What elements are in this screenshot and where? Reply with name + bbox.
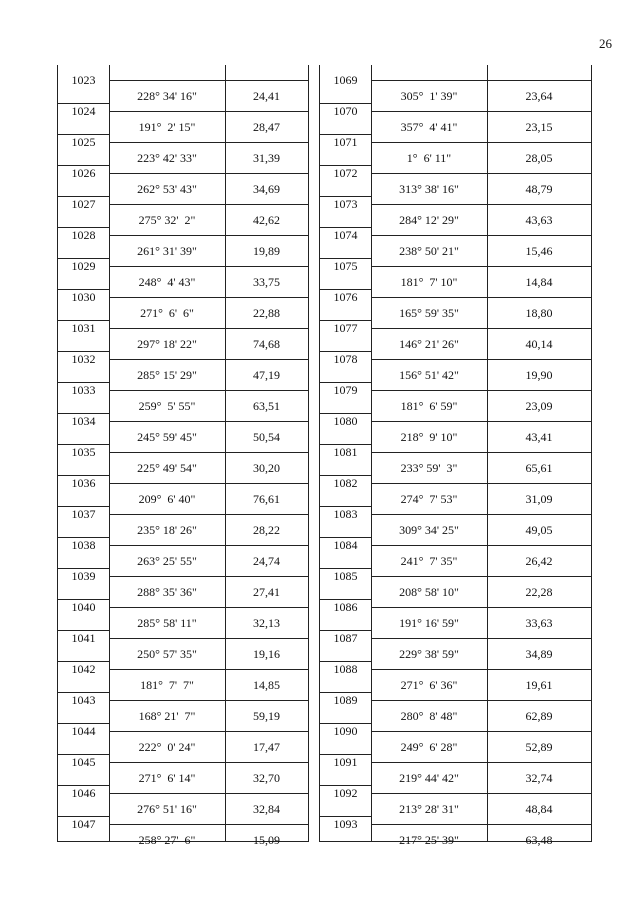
point-separator bbox=[58, 227, 109, 228]
direction-angle-cell: 263° 25' 55" bbox=[137, 553, 197, 568]
point-id-cell: 1039 bbox=[71, 569, 96, 583]
distance-cell: 19,16 bbox=[253, 646, 280, 661]
point-separator bbox=[58, 692, 109, 693]
distance-cell: 32,13 bbox=[253, 615, 280, 630]
direction-angle-cell: 235° 18' 26" bbox=[137, 522, 197, 537]
point-separator bbox=[58, 568, 109, 569]
point-id-cell: 1077 bbox=[333, 321, 358, 335]
point-separator bbox=[320, 103, 371, 104]
distance-cell: 43,41 bbox=[525, 429, 553, 444]
table-row bbox=[371, 483, 591, 514]
direction-angle-cell: 258° 27' 6" bbox=[138, 832, 196, 847]
direction-angle-cell: 275° 32' 2" bbox=[138, 212, 196, 227]
point-id-cell: 1042 bbox=[71, 662, 96, 676]
point-id-cell: 1089 bbox=[333, 693, 358, 707]
point-separator bbox=[320, 568, 371, 569]
direction-angle-cell: 181° 7' 7" bbox=[140, 677, 194, 692]
point-id-cell: 1030 bbox=[71, 290, 96, 304]
point-separator bbox=[320, 258, 371, 259]
point-separator bbox=[58, 816, 109, 817]
distance-cell: 33,75 bbox=[253, 274, 280, 289]
direction-angle-cell: 1° 6' 11" bbox=[406, 150, 452, 165]
point-id-cell: 1029 bbox=[71, 259, 96, 273]
coordinates-table-right bbox=[319, 65, 592, 847]
distance-cell: 47,19 bbox=[253, 367, 280, 382]
direction-angle-cell: 305° 1' 39" bbox=[400, 88, 458, 103]
point-separator bbox=[58, 785, 109, 786]
direction-angle-cell: 261° 31' 39" bbox=[137, 243, 197, 258]
table-row bbox=[371, 359, 591, 390]
coordinates-table-left bbox=[57, 65, 309, 847]
table-row bbox=[109, 142, 308, 173]
table-row bbox=[371, 545, 591, 576]
point-id-cell: 1028 bbox=[71, 228, 96, 242]
point-id-cell: 1032 bbox=[71, 352, 96, 366]
direction-angle-cell: 271° 6' 6" bbox=[140, 305, 194, 320]
direction-angle-cell: 181° 6' 59" bbox=[400, 398, 458, 413]
distance-cell: 30,20 bbox=[253, 460, 280, 475]
point-id-cell: 1086 bbox=[333, 600, 358, 614]
direction-angle-cell: 238° 50' 21" bbox=[399, 243, 459, 258]
point-id-cell: 1074 bbox=[333, 228, 358, 242]
point-id-cell: 1031 bbox=[71, 321, 96, 335]
point-id-cell: 1073 bbox=[333, 197, 358, 211]
direction-angle-cell: 245° 59' 45" bbox=[137, 429, 197, 444]
table-row bbox=[109, 297, 308, 328]
direction-angle-cell: 249° 6' 28" bbox=[400, 739, 458, 754]
table-row bbox=[371, 607, 591, 638]
table-row bbox=[371, 762, 591, 793]
distance-cell: 76,61 bbox=[253, 491, 280, 506]
distance-cell: 42,62 bbox=[253, 212, 280, 227]
distance-cell: 14,85 bbox=[253, 677, 280, 692]
direction-angle-cell: 219° 44' 42" bbox=[399, 770, 459, 785]
direction-angle-cell: 218° 9' 10" bbox=[400, 429, 458, 444]
direction-angle-cell: 271° 6' 14" bbox=[138, 770, 196, 785]
table-row bbox=[371, 638, 591, 669]
point-separator bbox=[320, 537, 371, 538]
direction-angle-cell: 262° 53' 43" bbox=[137, 181, 197, 196]
point-id-cell: 1046 bbox=[71, 786, 96, 800]
direction-angle-cell: 213° 28' 31" bbox=[399, 801, 459, 816]
point-separator bbox=[320, 165, 371, 166]
distance-cell: 74,68 bbox=[253, 336, 280, 351]
distance-cell: 31,39 bbox=[253, 150, 280, 165]
direction-angle-cell: 241° 7' 35" bbox=[400, 553, 458, 568]
table-row bbox=[371, 80, 591, 111]
distance-cell: 15,46 bbox=[525, 243, 553, 258]
distance-cell: 19,89 bbox=[253, 243, 280, 258]
point-id-cell: 1036 bbox=[71, 476, 96, 490]
point-id-cell: 1040 bbox=[71, 600, 96, 614]
point-separator bbox=[320, 692, 371, 693]
point-id-cell: 1093 bbox=[333, 817, 358, 831]
point-id-cell: 1079 bbox=[333, 383, 358, 397]
point-separator bbox=[58, 723, 109, 724]
direction-angle-cell: 191° 2' 15" bbox=[138, 119, 196, 134]
point-separator bbox=[58, 475, 109, 476]
table-row bbox=[109, 731, 308, 762]
distance-cell: 28,47 bbox=[253, 119, 280, 134]
point-id-cell: 1078 bbox=[333, 352, 358, 366]
distance-cell: 32,74 bbox=[525, 770, 553, 785]
point-id-cell: 1080 bbox=[333, 414, 358, 428]
table-row bbox=[371, 576, 591, 607]
distance-cell: 63,51 bbox=[253, 398, 280, 413]
point-separator bbox=[58, 506, 109, 507]
table-row bbox=[109, 452, 308, 483]
table-row bbox=[109, 638, 308, 669]
table-row bbox=[109, 483, 308, 514]
point-id-cell: 1025 bbox=[71, 135, 96, 149]
direction-angle-cell: 146° 21' 26" bbox=[399, 336, 459, 351]
point-separator bbox=[58, 289, 109, 290]
point-separator bbox=[58, 196, 109, 197]
direction-angle-cell: 217° 25' 39" bbox=[399, 832, 459, 847]
direction-angle-cell: 285° 58' 11" bbox=[137, 615, 197, 630]
point-separator bbox=[320, 754, 371, 755]
distance-cell: 50,54 bbox=[253, 429, 280, 444]
distance-cell: 40,14 bbox=[525, 336, 553, 351]
direction-angle-cell: 297° 18' 22" bbox=[137, 336, 197, 351]
point-id-cell: 1082 bbox=[333, 476, 358, 490]
point-separator bbox=[58, 754, 109, 755]
point-id-cell: 1037 bbox=[71, 507, 96, 521]
point-separator bbox=[58, 165, 109, 166]
distance-cell: 19,61 bbox=[525, 677, 553, 692]
point-separator bbox=[58, 351, 109, 352]
table-row bbox=[371, 142, 591, 173]
direction-angle-cell: 259° 5' 55" bbox=[138, 398, 196, 413]
direction-angle-cell: 168° 21' 7" bbox=[138, 708, 196, 723]
table-row bbox=[109, 390, 308, 421]
point-id-cell: 1034 bbox=[71, 414, 96, 428]
point-separator bbox=[58, 661, 109, 662]
point-separator bbox=[320, 382, 371, 383]
direction-angle-cell: 229° 38' 59" bbox=[399, 646, 459, 661]
distance-cell: 34,69 bbox=[253, 181, 280, 196]
page-number: 26 bbox=[599, 36, 612, 51]
point-id-cell: 1070 bbox=[333, 104, 358, 118]
point-id-cell: 1043 bbox=[71, 693, 96, 707]
direction-angle-cell: 276° 51' 16" bbox=[137, 801, 197, 816]
direction-angle-cell: 284° 12' 29" bbox=[399, 212, 459, 227]
direction-angle-cell: 181° 7' 10" bbox=[400, 274, 458, 289]
direction-angle-cell: 228° 34' 16" bbox=[137, 88, 197, 103]
table-row bbox=[109, 359, 308, 390]
point-id-cell: 1024 bbox=[71, 104, 96, 118]
point-id-cell: 1075 bbox=[333, 259, 358, 273]
point-separator bbox=[320, 289, 371, 290]
direction-angle-cell: 288° 35' 36" bbox=[137, 584, 197, 599]
point-id-cell: 1085 bbox=[333, 569, 358, 583]
table-row bbox=[371, 204, 591, 235]
point-id-cell: 1091 bbox=[333, 755, 358, 769]
point-separator bbox=[320, 413, 371, 414]
table-row bbox=[109, 80, 308, 111]
distance-cell: 24,41 bbox=[253, 88, 280, 103]
direction-angle-cell: 271° 6' 36" bbox=[400, 677, 458, 692]
point-separator bbox=[58, 413, 109, 414]
point-id-cell: 1071 bbox=[333, 135, 358, 149]
point-separator bbox=[320, 134, 371, 135]
direction-angle-cell: 223° 42' 33" bbox=[137, 150, 197, 165]
point-id-cell: 1087 bbox=[333, 631, 358, 645]
distance-cell: 14,84 bbox=[525, 274, 553, 289]
distance-cell: 65,61 bbox=[525, 460, 553, 475]
point-separator bbox=[320, 661, 371, 662]
point-id-cell: 1084 bbox=[333, 538, 358, 552]
point-id-cell: 1072 bbox=[333, 166, 358, 180]
distance-cell: 49,05 bbox=[525, 522, 553, 537]
distance-cell: 22,88 bbox=[253, 305, 280, 320]
point-separator bbox=[320, 444, 371, 445]
table-row bbox=[109, 576, 308, 607]
point-id-cell: 1026 bbox=[71, 166, 96, 180]
table-row bbox=[371, 514, 591, 545]
point-id-cell: 1045 bbox=[71, 755, 96, 769]
table-row bbox=[371, 824, 591, 855]
point-id-cell: 1023 bbox=[71, 73, 96, 87]
distance-cell: 22,28 bbox=[525, 584, 553, 599]
direction-angle-cell: 280° 8' 48" bbox=[400, 708, 458, 723]
point-separator bbox=[58, 444, 109, 445]
point-id-cell: 1076 bbox=[333, 290, 358, 304]
point-separator bbox=[320, 196, 371, 197]
point-separator bbox=[58, 320, 109, 321]
direction-angle-cell: 165° 59' 35" bbox=[399, 305, 459, 320]
table-row bbox=[109, 669, 308, 700]
point-id-cell: 1027 bbox=[71, 197, 96, 211]
direction-angle-cell: 209° 6' 40" bbox=[138, 491, 196, 506]
point-separator bbox=[320, 723, 371, 724]
distance-cell: 63,48 bbox=[525, 832, 553, 847]
table-row bbox=[371, 266, 591, 297]
point-id-cell: 1083 bbox=[333, 507, 358, 521]
direction-angle-cell: 208° 58' 10" bbox=[399, 584, 459, 599]
point-separator bbox=[320, 630, 371, 631]
distance-cell: 43,63 bbox=[525, 212, 553, 227]
point-separator bbox=[320, 506, 371, 507]
table-row bbox=[109, 793, 308, 824]
direction-angle-cell: 225° 49' 54" bbox=[137, 460, 197, 475]
table-row bbox=[371, 111, 591, 142]
distance-cell: 33,63 bbox=[525, 615, 553, 630]
direction-angle-cell: 357° 4' 41" bbox=[400, 119, 458, 134]
direction-angle-cell: 248° 4' 43" bbox=[138, 274, 196, 289]
table-row bbox=[371, 421, 591, 452]
point-separator bbox=[320, 227, 371, 228]
table-row bbox=[109, 328, 308, 359]
table-row bbox=[371, 390, 591, 421]
point-id-cell: 1090 bbox=[333, 724, 358, 738]
distance-cell: 34,89 bbox=[525, 646, 553, 661]
table-row bbox=[371, 793, 591, 824]
distance-cell: 31,09 bbox=[525, 491, 553, 506]
point-separator bbox=[58, 103, 109, 104]
table-row bbox=[371, 700, 591, 731]
table-row bbox=[109, 111, 308, 142]
distance-cell: 48,84 bbox=[525, 801, 553, 816]
direction-angle-cell: 156° 51' 42" bbox=[399, 367, 459, 382]
point-id-cell: 1047 bbox=[71, 817, 96, 831]
point-id-cell: 1069 bbox=[333, 73, 358, 87]
distance-cell: 24,74 bbox=[253, 553, 280, 568]
table-row bbox=[371, 328, 591, 359]
direction-angle-cell: 313° 38' 16" bbox=[399, 181, 459, 196]
point-id-cell: 1088 bbox=[333, 662, 358, 676]
distance-cell: 15,09 bbox=[253, 832, 280, 847]
point-id-cell: 1081 bbox=[333, 445, 358, 459]
distance-cell: 23,15 bbox=[525, 119, 553, 134]
distance-cell: 62,89 bbox=[525, 708, 553, 723]
table-row bbox=[109, 824, 308, 855]
table-row bbox=[109, 514, 308, 545]
distance-cell: 52,89 bbox=[525, 739, 553, 754]
distance-cell: 48,79 bbox=[525, 181, 553, 196]
distance-cell: 28,05 bbox=[525, 150, 553, 165]
table-row bbox=[371, 173, 591, 204]
point-separator bbox=[58, 134, 109, 135]
point-separator bbox=[320, 351, 371, 352]
point-id-cell: 1035 bbox=[71, 445, 96, 459]
point-id-cell: 1038 bbox=[71, 538, 96, 552]
point-separator bbox=[58, 599, 109, 600]
distance-cell: 23,64 bbox=[525, 88, 553, 103]
point-id-cell: 1092 bbox=[333, 786, 358, 800]
point-separator bbox=[320, 475, 371, 476]
table-row bbox=[109, 173, 308, 204]
table-row bbox=[109, 266, 308, 297]
table-row bbox=[371, 235, 591, 266]
distance-cell: 27,41 bbox=[253, 584, 280, 599]
distance-cell: 32,70 bbox=[253, 770, 280, 785]
point-separator bbox=[58, 258, 109, 259]
distance-cell: 26,42 bbox=[525, 553, 553, 568]
table-row bbox=[371, 297, 591, 328]
point-separator bbox=[58, 537, 109, 538]
direction-angle-cell: 250° 57' 35" bbox=[137, 646, 197, 661]
direction-angle-cell: 285° 15' 29" bbox=[137, 367, 197, 382]
table-row bbox=[109, 421, 308, 452]
distance-cell: 18,80 bbox=[525, 305, 553, 320]
table-row bbox=[109, 545, 308, 576]
direction-angle-cell: 233° 59' 3" bbox=[400, 460, 458, 475]
direction-angle-cell: 309° 34' 25" bbox=[399, 522, 459, 537]
direction-angle-cell: 191° 16' 59" bbox=[399, 615, 459, 630]
direction-angle-cell: 274° 7' 53" bbox=[400, 491, 458, 506]
table-row bbox=[109, 607, 308, 638]
table-row bbox=[109, 762, 308, 793]
point-separator bbox=[320, 816, 371, 817]
table-row bbox=[371, 452, 591, 483]
table-row bbox=[109, 204, 308, 235]
point-separator bbox=[320, 320, 371, 321]
distance-cell: 59,19 bbox=[253, 708, 280, 723]
point-separator bbox=[58, 382, 109, 383]
table-row bbox=[109, 235, 308, 266]
direction-angle-cell: 222° 0' 24" bbox=[138, 739, 196, 754]
distance-cell: 17,47 bbox=[253, 739, 280, 754]
distance-cell: 19,90 bbox=[525, 367, 553, 382]
distance-cell: 32,84 bbox=[253, 801, 280, 816]
point-separator bbox=[58, 630, 109, 631]
point-separator bbox=[320, 785, 371, 786]
point-separator bbox=[320, 599, 371, 600]
point-id-cell: 1041 bbox=[71, 631, 96, 645]
table-row bbox=[109, 700, 308, 731]
point-id-cell: 1044 bbox=[71, 724, 96, 738]
table-row bbox=[371, 731, 591, 762]
distance-cell: 28,22 bbox=[253, 522, 280, 537]
distance-cell: 23,09 bbox=[525, 398, 553, 413]
point-id-cell: 1033 bbox=[71, 383, 96, 397]
table-row bbox=[371, 669, 591, 700]
